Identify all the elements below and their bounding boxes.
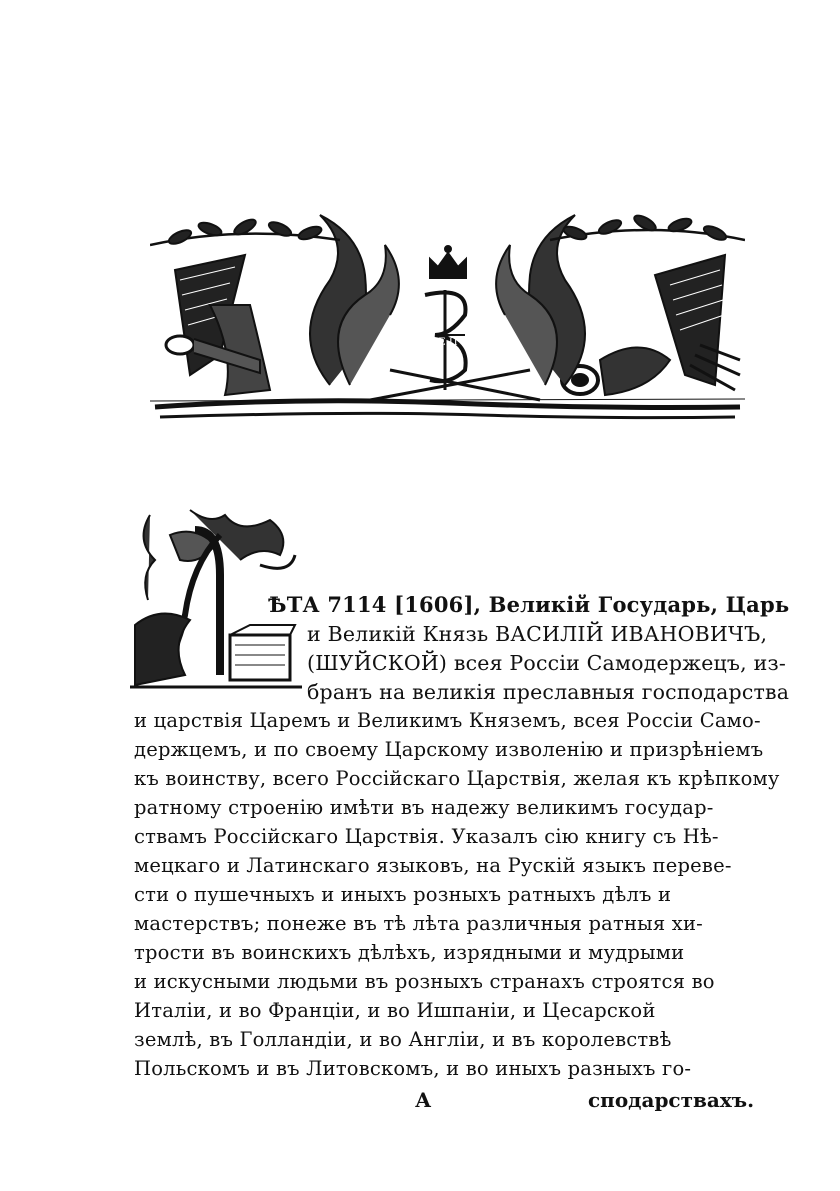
headpiece-monogram: Е П — [438, 337, 458, 348]
initial-letter: Л — [132, 515, 133, 516]
text-line: и искусными людьми въ розныхъ странахъ строятся во — [134, 970, 715, 993]
text-line: Италіи, и во Франціи, и во Ишпаніи, и Цесарской — [134, 999, 656, 1022]
text-line: сти о пушечныхъ и иныхъ розныхъ ратныхъ дѣлъ и — [134, 883, 672, 906]
text-line: держцемъ, и по своему Царскому изволенію и призрѣніемъ — [134, 738, 764, 761]
signature-mark: А — [415, 1088, 432, 1112]
text-line: землѣ, въ Голландіи, и во Англіи, и въ королевствѣ — [134, 1028, 672, 1051]
text-line: къ воинству, всего Россійскаго Царствія, желая къ крѣпкому — [134, 767, 780, 790]
text-line: (ШУЙСКОЙ) всея Россіи Самодержецъ, из- — [307, 651, 786, 675]
text-line: ратному строенію имѣти въ надежу великимъ государ- — [134, 796, 714, 819]
text-line: мастерствъ; понеже въ тѣ лѣта различныя ратныя хи- — [134, 912, 703, 935]
text-line: и Великій Князь ВАСИЛІЙ ИВАНОВИЧЪ, — [307, 622, 768, 646]
catchword: сподарствахъ. — [588, 1088, 755, 1112]
text-line: ствамъ Россійскаго Царствія. Указалъ сію книгу съ Нѣ- — [134, 825, 719, 848]
text-line: мецкаго и Латинскаго языковъ, на Рускій языкъ переве- — [134, 854, 732, 877]
text-line: Польскомъ и въ Литовскомъ, и во иныхъ разныхъ го- — [134, 1057, 692, 1080]
text-line: и царствія Царемъ и Великимъ Княземъ, всея Россіи Само- — [134, 709, 761, 732]
text-line: трости въ воинскихъ дѣлѣхъ, изрядными и мудрыми — [134, 941, 685, 964]
text-line: бранъ на великія преславныя господарства — [307, 680, 790, 704]
text-line: ѢТА 7114 [1606], Великій Государь, Царь — [268, 592, 790, 617]
